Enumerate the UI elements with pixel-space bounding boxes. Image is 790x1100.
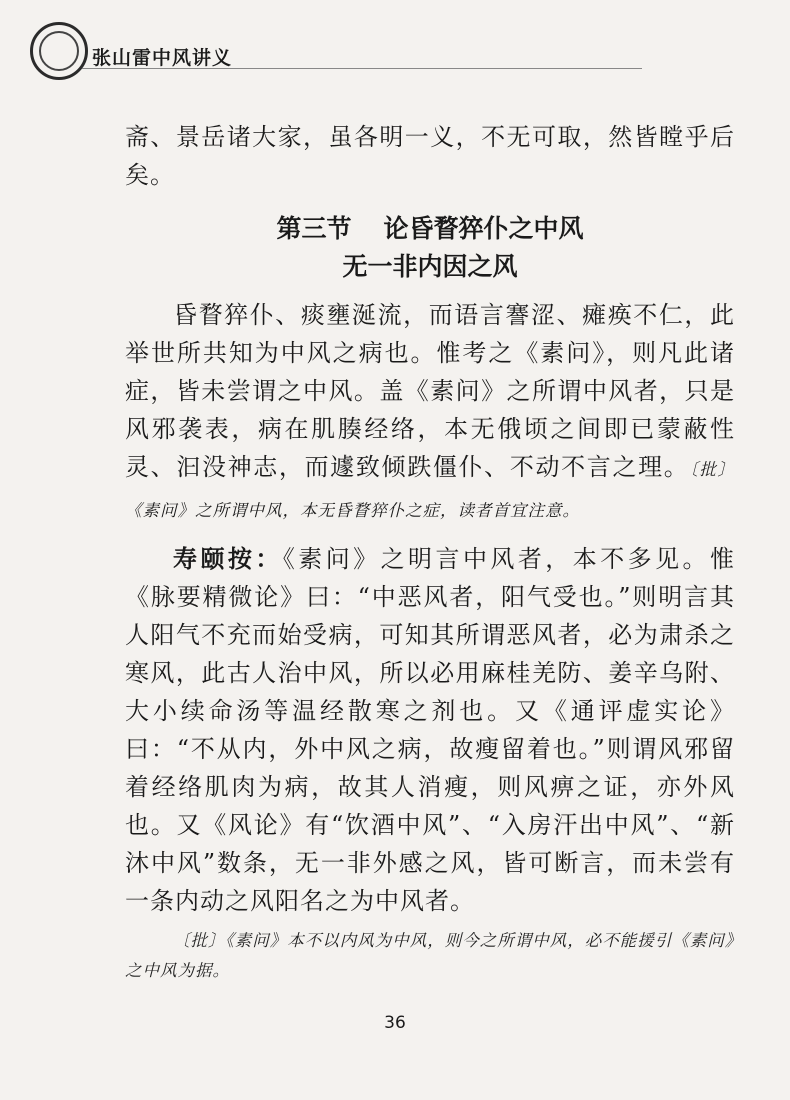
paragraph-2 (125, 540, 735, 920)
paragraph-1 (125, 296, 735, 530)
seal-logo-icon (30, 22, 88, 80)
seal-logo-inner (39, 31, 79, 71)
page-content (125, 118, 735, 986)
commentary-label: 寿颐按： (173, 545, 283, 573)
page-number: 36 (384, 1013, 406, 1033)
header-rule (82, 68, 642, 69)
paragraph-2-annotation: 〔批〕《素问》本不以内风为中风，则今之所谓中风，必不能援引《素问》之中风为据。 (125, 931, 734, 980)
paragraph-1-annotation: 〔批〕《素问》之所谓中风，本无昏瞀猝仆之症，读者首宜注意。 (125, 460, 735, 520)
continued-paragraph: 斋、景岳诸大家，虽各明一义，不无可取，然皆瞠乎后矣。 (125, 123, 735, 189)
section-heading-line1 (125, 210, 735, 248)
paragraph-2-text: 《素问》之明言中风者，本不多见。惟《脉要精微论》曰：“中恶风者，阳气受也。”则明言其人阳气不充而始受病，可知其所谓恶风者，必为肃杀之寒风，此古人治中风，所以必用麻桂羌防、姜辛乌附、大小续命汤等温经散寒之剂也。又《通评虚实论》曰：“不从内，外中风之病，故瘦留着也。”则谓风邪留着经络肌肉为病，故其人消瘦，则风痹之证，亦外风也。又《风论》有“饮酒中风”、“入房汗出中风”、“新沐中风”数条，无一非外感之风，皆可断言，而未尝有一条内动之风阳名之为中风者。 (125, 545, 736, 915)
section-number: 第三节 (276, 214, 352, 243)
section-title: 论昏瞀猝仆之中风 (383, 214, 584, 243)
book-title: 张山雷中风讲义 (92, 46, 233, 69)
section-heading-line2: 无一非内因之风 (342, 252, 518, 281)
paragraph-1-text: 昏瞀猝仆、痰壅涎流，而语言謇涩、瘫痪不仁，此举世所共知为中风之病也。惟考之《素问》，则凡此诸症，皆未尝谓之中风。盖《素问》之所谓中风者，只是风邪袭表，病在肌腠经络，本无俄顷之间即已蒙蔽性灵、汩没神志，而遽致倾跌僵仆、不动不言之理。 (125, 301, 735, 481)
page-header (30, 22, 232, 80)
